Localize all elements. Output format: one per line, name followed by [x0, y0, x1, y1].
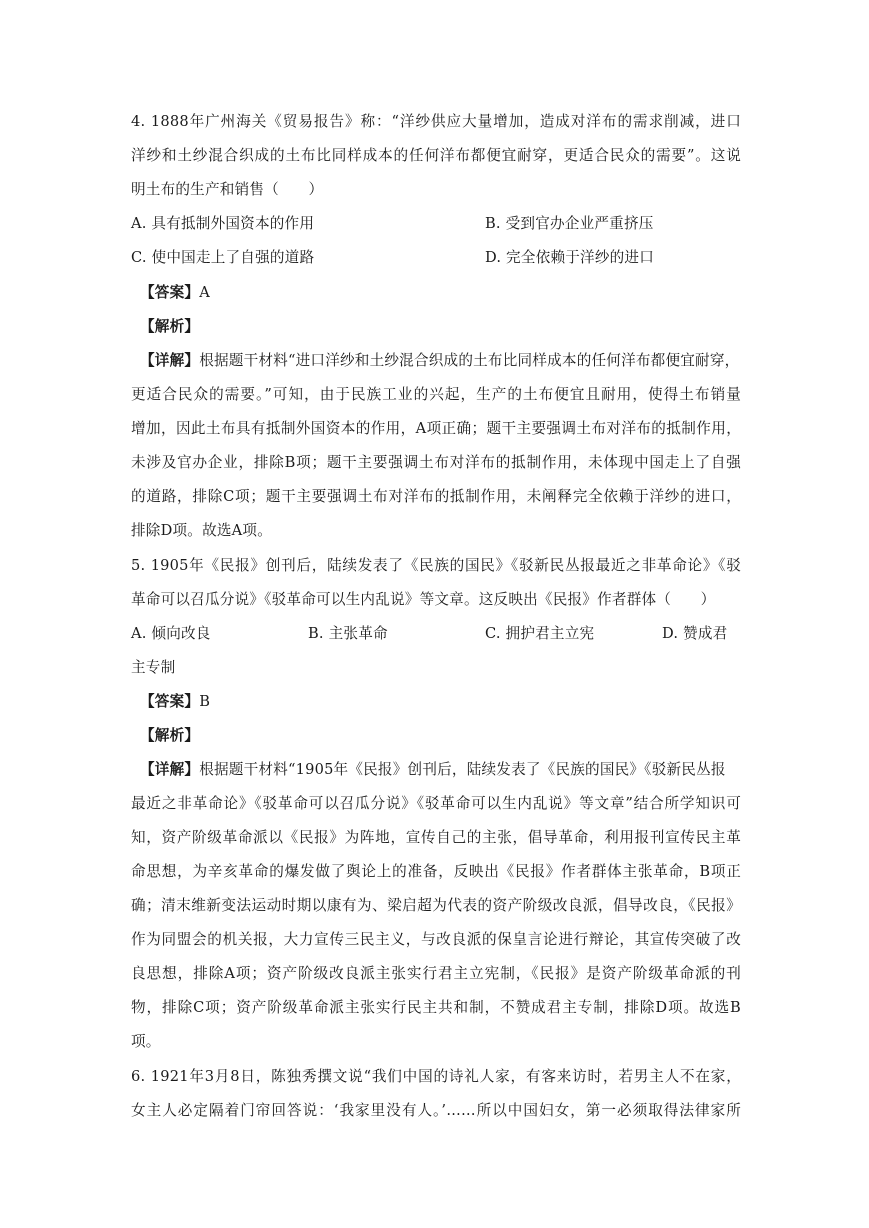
q5-detail-line-7: 良思想，排除A项；资产阶级改良派主张实行君主立宪制，《民报》是资产阶级革命派的刊: [131, 965, 741, 982]
q4-answer-label: 【答案】: [140, 284, 200, 301]
q5-detail-line-6: 作为同盟会的机关报，大力宣传三民主义，与改良派的保皇言论进行辩论，其宣传突破了改: [131, 931, 741, 948]
q4-option-c: C. 使中国走上了自强的道路: [131, 249, 315, 266]
q5-detail-line-9: 项。: [131, 1033, 161, 1050]
q5-option-c: C. 拥护君主立宪: [485, 625, 595, 642]
q4-detail-line-2: 更适合民众的需要。”可知，由于民族工业的兴起，生产的土布便宜且耐用，使得土布销量: [131, 386, 741, 403]
q4-option-a: A. 具有抵制外国资本的作用: [131, 215, 315, 232]
q4-answer: [140, 283, 750, 303]
q5-option-a: A. 倾向改良: [131, 625, 211, 642]
q5-detail-line-5: 确；清末维新变法运动时期以康有为、梁启超为代表的资产阶级改良派，倡导改良，《民报》: [131, 897, 741, 914]
q5-analysis-label: 【解析】: [140, 727, 200, 744]
q4-detail-line-3: 增加，因此土布具有抵制外国资本的作用，A项正确；题干主要强调土布对洋布的抵制作用，: [131, 420, 741, 437]
q5-stem-line-1: 5. 1905年《民报》创刊后，陆续发表了《民族的国民》《驳新民丛报最近之非革命论》《驳: [131, 557, 741, 574]
q4-option-b: B. 受到官办企业严重挤压: [485, 215, 654, 232]
q5-option-d-continued: 主专制: [131, 659, 176, 676]
q4-option-d: D. 完全依赖于洋纱的进口: [485, 249, 654, 266]
q6-stem-line-1: 6. 1921年3月8日，陈独秀撰文说“我们中国的诗礼人家，有客来访时，若男主人不在家，: [131, 1068, 741, 1085]
q4-detail-label: 【详解】: [140, 352, 200, 369]
q4-detail-line-4: 未涉及官办企业，排除B项；题干主要强调土布对洋布的抵制作用，未体现中国走上了自强: [131, 454, 741, 471]
q4-answer-value: A: [199, 284, 210, 301]
q5-detail-label: 【详解】: [140, 761, 200, 778]
q5-option-d: D. 赞成君: [662, 625, 728, 642]
q5-stem-line-2: 革命可以召瓜分说》《驳革命可以生内乱说》等文章。这反映出《民报》作者群体（ ）: [131, 591, 716, 608]
q4-analysis-label: 【解析】: [140, 318, 200, 335]
q6-stem-line-2: 女主人必定隔着门帘回答说：‘我家里没有人。’……所以中国妇女，第一必须取得法律家所: [131, 1102, 741, 1119]
q5-detail-line-4: 命思想，为辛亥革命的爆发做了舆论上的准备，反映出《民报》作者群体主张革命，B项正: [131, 863, 741, 880]
q5-detail-text-1: 根据题干材料“1905年《民报》创刊后，陆续发表了《民族的国民》《驳新民丛报: [199, 761, 726, 778]
q4-detail-text-1: 根据题干材料“进口洋纱和土纱混合织成的土布比同样成本的任何洋布都便宜耐穿，: [199, 352, 740, 369]
q4-detail-line-6: 排除D项。故选A项。: [131, 522, 272, 539]
q5-detail-line-3: 知，资产阶级革命派以《民报》为阵地，宣传自己的主张，倡导革命，利用报刊宣传民主革: [131, 829, 741, 846]
q4-detail-line-1: [140, 351, 741, 371]
q4-stem-line-3: 明土布的生产和销售（ ）: [131, 181, 324, 198]
q5-detail-line-2: 最近之非革命论》《驳革命可以召瓜分说》《驳革命可以生内乱说》等文章”结合所学知识可: [131, 795, 741, 812]
q5-answer-label: 【答案】: [140, 693, 200, 710]
q5-answer-value: B: [199, 693, 211, 710]
q5-option-b: B. 主张革命: [308, 625, 388, 642]
q5-detail-line-8: 物，排除C项；资产阶级革命派主张实行民主共和制，不赞成君主专制，排除D项。故选B: [131, 999, 741, 1016]
q4-stem-line-2: 洋纱和土纱混合织成的土布比同样成本的任何洋布都便宜耐穿，更适合民众的需要”。这说: [131, 147, 741, 164]
q5-answer: [140, 692, 750, 712]
q4-stem-line-1: 4. 1888年广州海关《贸易报告》称：“洋纱供应大量增加，造成对洋布的需求削减，进口: [131, 113, 741, 130]
q5-detail-line-1: [140, 760, 741, 780]
q4-detail-line-5: 的道路，排除C项；题干主要强调土布对洋布的抵制作用，未阐释完全依赖于洋纱的进口，: [131, 488, 741, 505]
